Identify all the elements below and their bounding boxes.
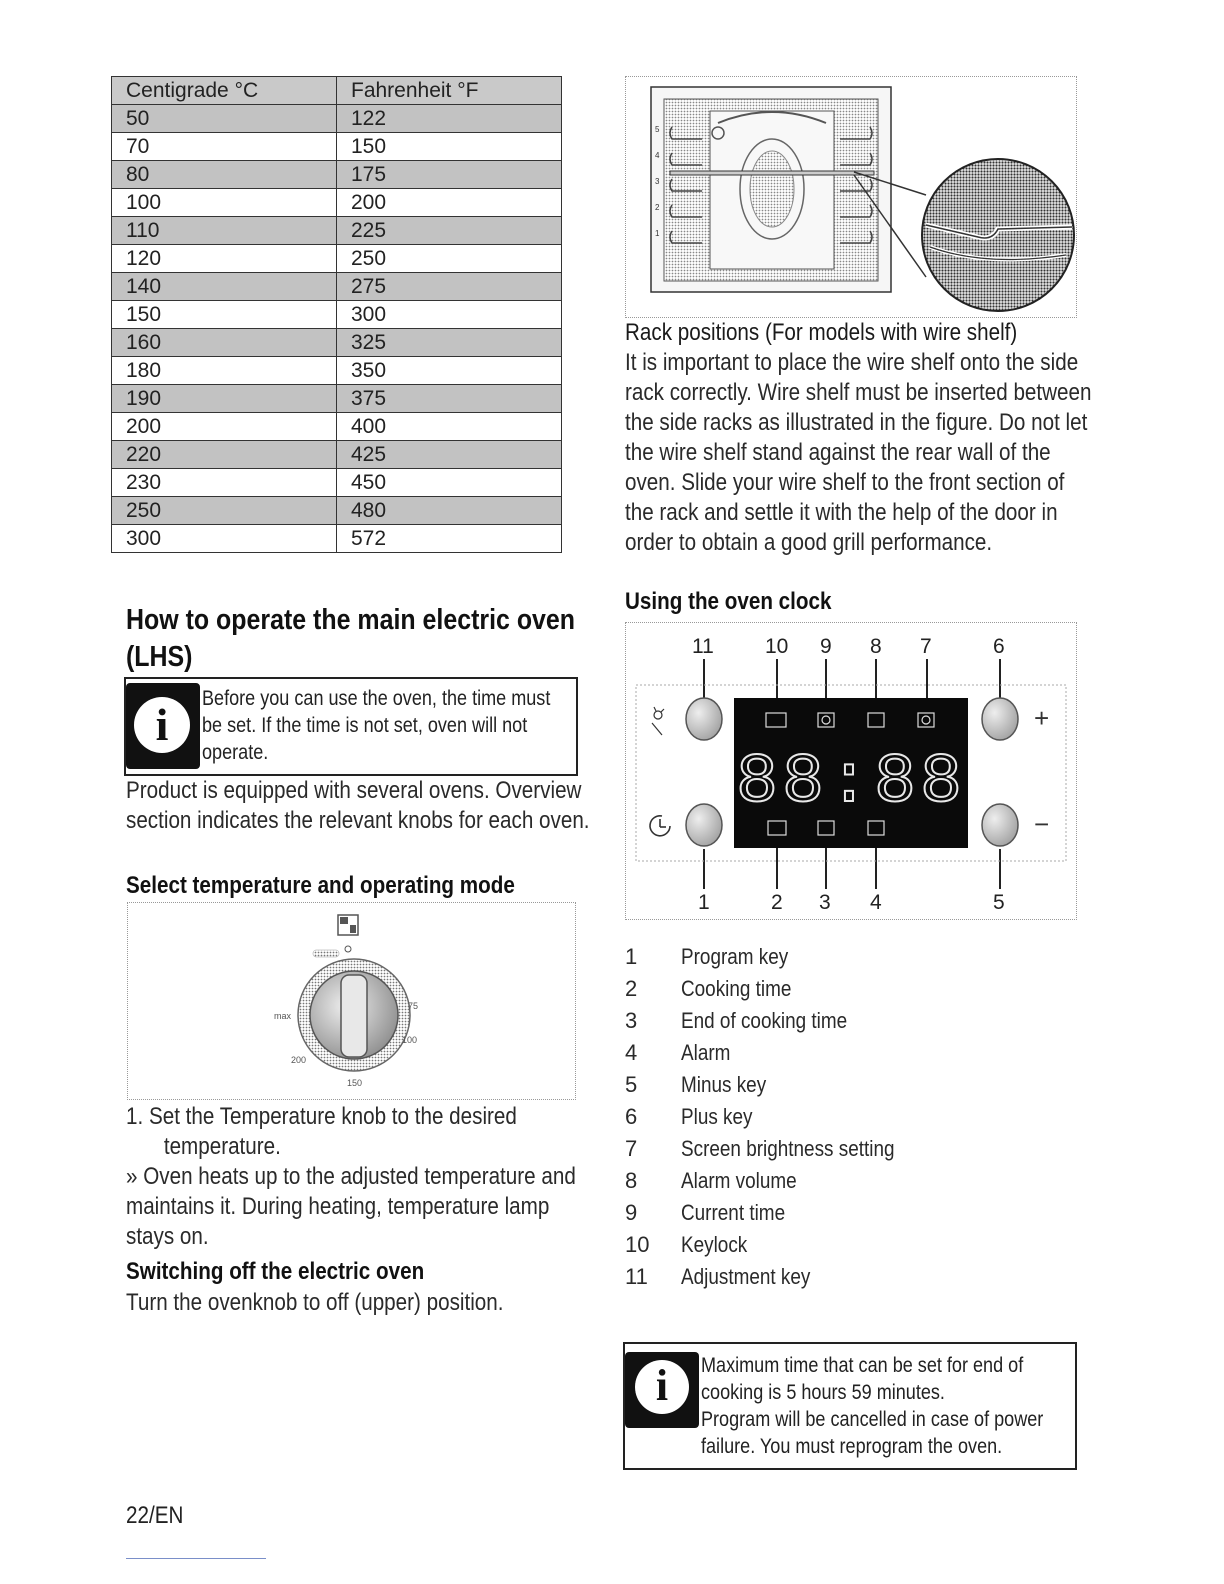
time-display: 88:88 (735, 744, 967, 823)
celsius-cell: 80 (112, 161, 337, 189)
celsius-cell: 180 (112, 357, 337, 385)
callout-6: 6 (993, 635, 1005, 658)
rack-number-2: 2 (655, 203, 660, 212)
adjustment-key-icon (652, 707, 664, 735)
celsius-cell: 300 (112, 525, 337, 553)
minus-key[interactable] (982, 804, 1018, 846)
page-number: 22/EN (126, 1502, 184, 1529)
table-row (112, 497, 562, 525)
temperature-lamp-icon (313, 946, 351, 957)
table-row (112, 469, 562, 497)
fahrenheit-cell: 275 (337, 273, 562, 301)
table-row (112, 357, 562, 385)
rack-number-4: 4 (655, 151, 660, 160)
fahrenheit-cell: 572 (337, 525, 562, 553)
rack-number-3: 3 (655, 177, 660, 186)
fahrenheit-cell: 480 (337, 497, 562, 525)
plus-sign: + (1034, 703, 1050, 733)
celsius-cell: 50 (112, 105, 337, 133)
table-row (112, 273, 562, 301)
rack-positions-figure (625, 76, 1077, 318)
fahrenheit-cell: 200 (337, 189, 562, 217)
table-row (112, 525, 562, 553)
table-row (112, 385, 562, 413)
intro-paragraph: Product is equipped with several ovens. Overview section indicates the relevant knobs for each oven. (126, 777, 590, 834)
knob-label-100: 100 (402, 1035, 418, 1045)
table-row (112, 413, 562, 441)
info-text-power-failure: Program will be cancelled in case of power failure. You must reprogram the oven. (701, 1408, 1044, 1458)
callout-4: 4 (870, 891, 882, 914)
fahrenheit-cell: 425 (337, 441, 562, 469)
temperature-knob-figure (127, 902, 576, 1100)
info-icon: i (625, 1352, 699, 1428)
celsius-cell: 70 (112, 133, 337, 161)
callout-11: 11 (692, 635, 714, 658)
celsius-cell: 150 (112, 301, 337, 329)
temperature-conversion-table (111, 76, 562, 553)
table-row (112, 301, 562, 329)
fahrenheit-cell: 300 (337, 301, 562, 329)
rack-positions-heading: Rack positions (For models with wire shelf) (625, 319, 1018, 346)
fahrenheit-cell: 175 (337, 161, 562, 189)
fahrenheit-cell: 325 (337, 329, 562, 357)
celsius-cell: 100 (112, 189, 337, 217)
knob-label-150: 150 (347, 1078, 363, 1088)
callout-8: 8 (870, 635, 882, 658)
rack-detail-magnifier (922, 159, 1074, 311)
celsius-cell: 220 (112, 441, 337, 469)
fahrenheit-cell: 250 (337, 245, 562, 273)
celsius-cell: 140 (112, 273, 337, 301)
callout-1: 1 (698, 891, 710, 914)
table-row (112, 441, 562, 469)
celsius-cell: 120 (112, 245, 337, 273)
adjustment-key[interactable] (686, 698, 722, 740)
minus-sign: − (1034, 809, 1050, 839)
knob-label-200: 200 (291, 1055, 307, 1065)
oven-clock-figure (625, 622, 1077, 920)
info-icon: i (126, 683, 200, 769)
info-text-time-must-be-set: Before you can use the oven, the time must be set. If the time is not set, oven will not operate. (202, 687, 551, 764)
switching-off-heading: Switching off the electric oven (126, 1258, 425, 1285)
info-text-max-time: Maximum time that can be set for end of cooking is 5 hours 59 minutes. (701, 1354, 1024, 1404)
table-row (112, 189, 562, 217)
info-box-time-setting (124, 677, 578, 776)
heating-result-text: » Oven heats up to the adjusted temperature and maintains it. During heating, temperature lamp stays on. (126, 1163, 576, 1250)
celsius-cell: 230 (112, 469, 337, 497)
celsius-cell: 250 (112, 497, 337, 525)
table-row (112, 133, 562, 161)
wire-shelf (670, 171, 874, 175)
fahrenheit-cell: 225 (337, 217, 562, 245)
knob-label-75: 75 (408, 1001, 419, 1011)
callout-5: 5 (993, 891, 1005, 914)
fahrenheit-cell: 122 (337, 105, 562, 133)
knob-label-max: max (274, 1011, 292, 1021)
oven-clock-heading: Using the oven clock (625, 588, 832, 615)
info-box-max-time (623, 1342, 1077, 1470)
fahrenheit-cell: 450 (337, 469, 562, 497)
footer-rule (126, 1558, 266, 1559)
callout-3: 3 (819, 891, 831, 914)
oven-clock-diagram (626, 623, 1076, 919)
temperature-knob[interactable] (298, 959, 410, 1071)
callout-10: 10 (765, 635, 789, 658)
switching-off-text: Turn the ovenknob to off (upper) position. (126, 1289, 504, 1316)
fahrenheit-cell: 375 (337, 385, 562, 413)
rack-positions-text: It is important to place the wire shelf onto the side rack correctly. Wire shelf must be inserted between the side racks as illustrated in the figure. Do not let the wire shelf stand against the rear wall of the oven. Slide your wire shelf to the front section of the rack and settle it with the help of the door in order to obtain a good grill performance. (625, 349, 1092, 556)
fahrenheit-cell: 400 (337, 413, 562, 441)
column-header-fahrenheit: Fahrenheit °F (337, 77, 562, 105)
temperature-heading: Select temperature and operating mode (126, 872, 515, 899)
rack-number-5: 5 (655, 125, 660, 134)
section-title: How to operate the main electric oven (LHS) (126, 604, 576, 673)
celsius-cell: 160 (112, 329, 337, 357)
table-row (112, 217, 562, 245)
plus-key[interactable] (982, 698, 1018, 740)
table-row (112, 161, 562, 189)
rack-number-1: 1 (655, 229, 660, 238)
fahrenheit-cell: 150 (337, 133, 562, 161)
celsius-cell: 110 (112, 217, 337, 245)
table-row (112, 245, 562, 273)
table-header-row (112, 77, 562, 105)
callout-2: 2 (771, 891, 783, 914)
heater-mode-icon (338, 915, 358, 935)
celsius-cell: 200 (112, 413, 337, 441)
step-1-text: 1. Set the Temperature knob to the desired temperature. (126, 1103, 517, 1160)
column-header-centigrade: Centigrade °C (112, 77, 337, 105)
fahrenheit-cell: 350 (337, 357, 562, 385)
oven-rack-illustration (626, 77, 1076, 317)
program-key[interactable] (686, 804, 722, 846)
celsius-cell: 190 (112, 385, 337, 413)
callout-7: 7 (920, 635, 932, 658)
callout-9: 9 (820, 635, 832, 658)
program-key-icon (650, 816, 670, 836)
table-row (112, 105, 562, 133)
table-row (112, 329, 562, 357)
temperature-knob-illustration (128, 903, 575, 1099)
